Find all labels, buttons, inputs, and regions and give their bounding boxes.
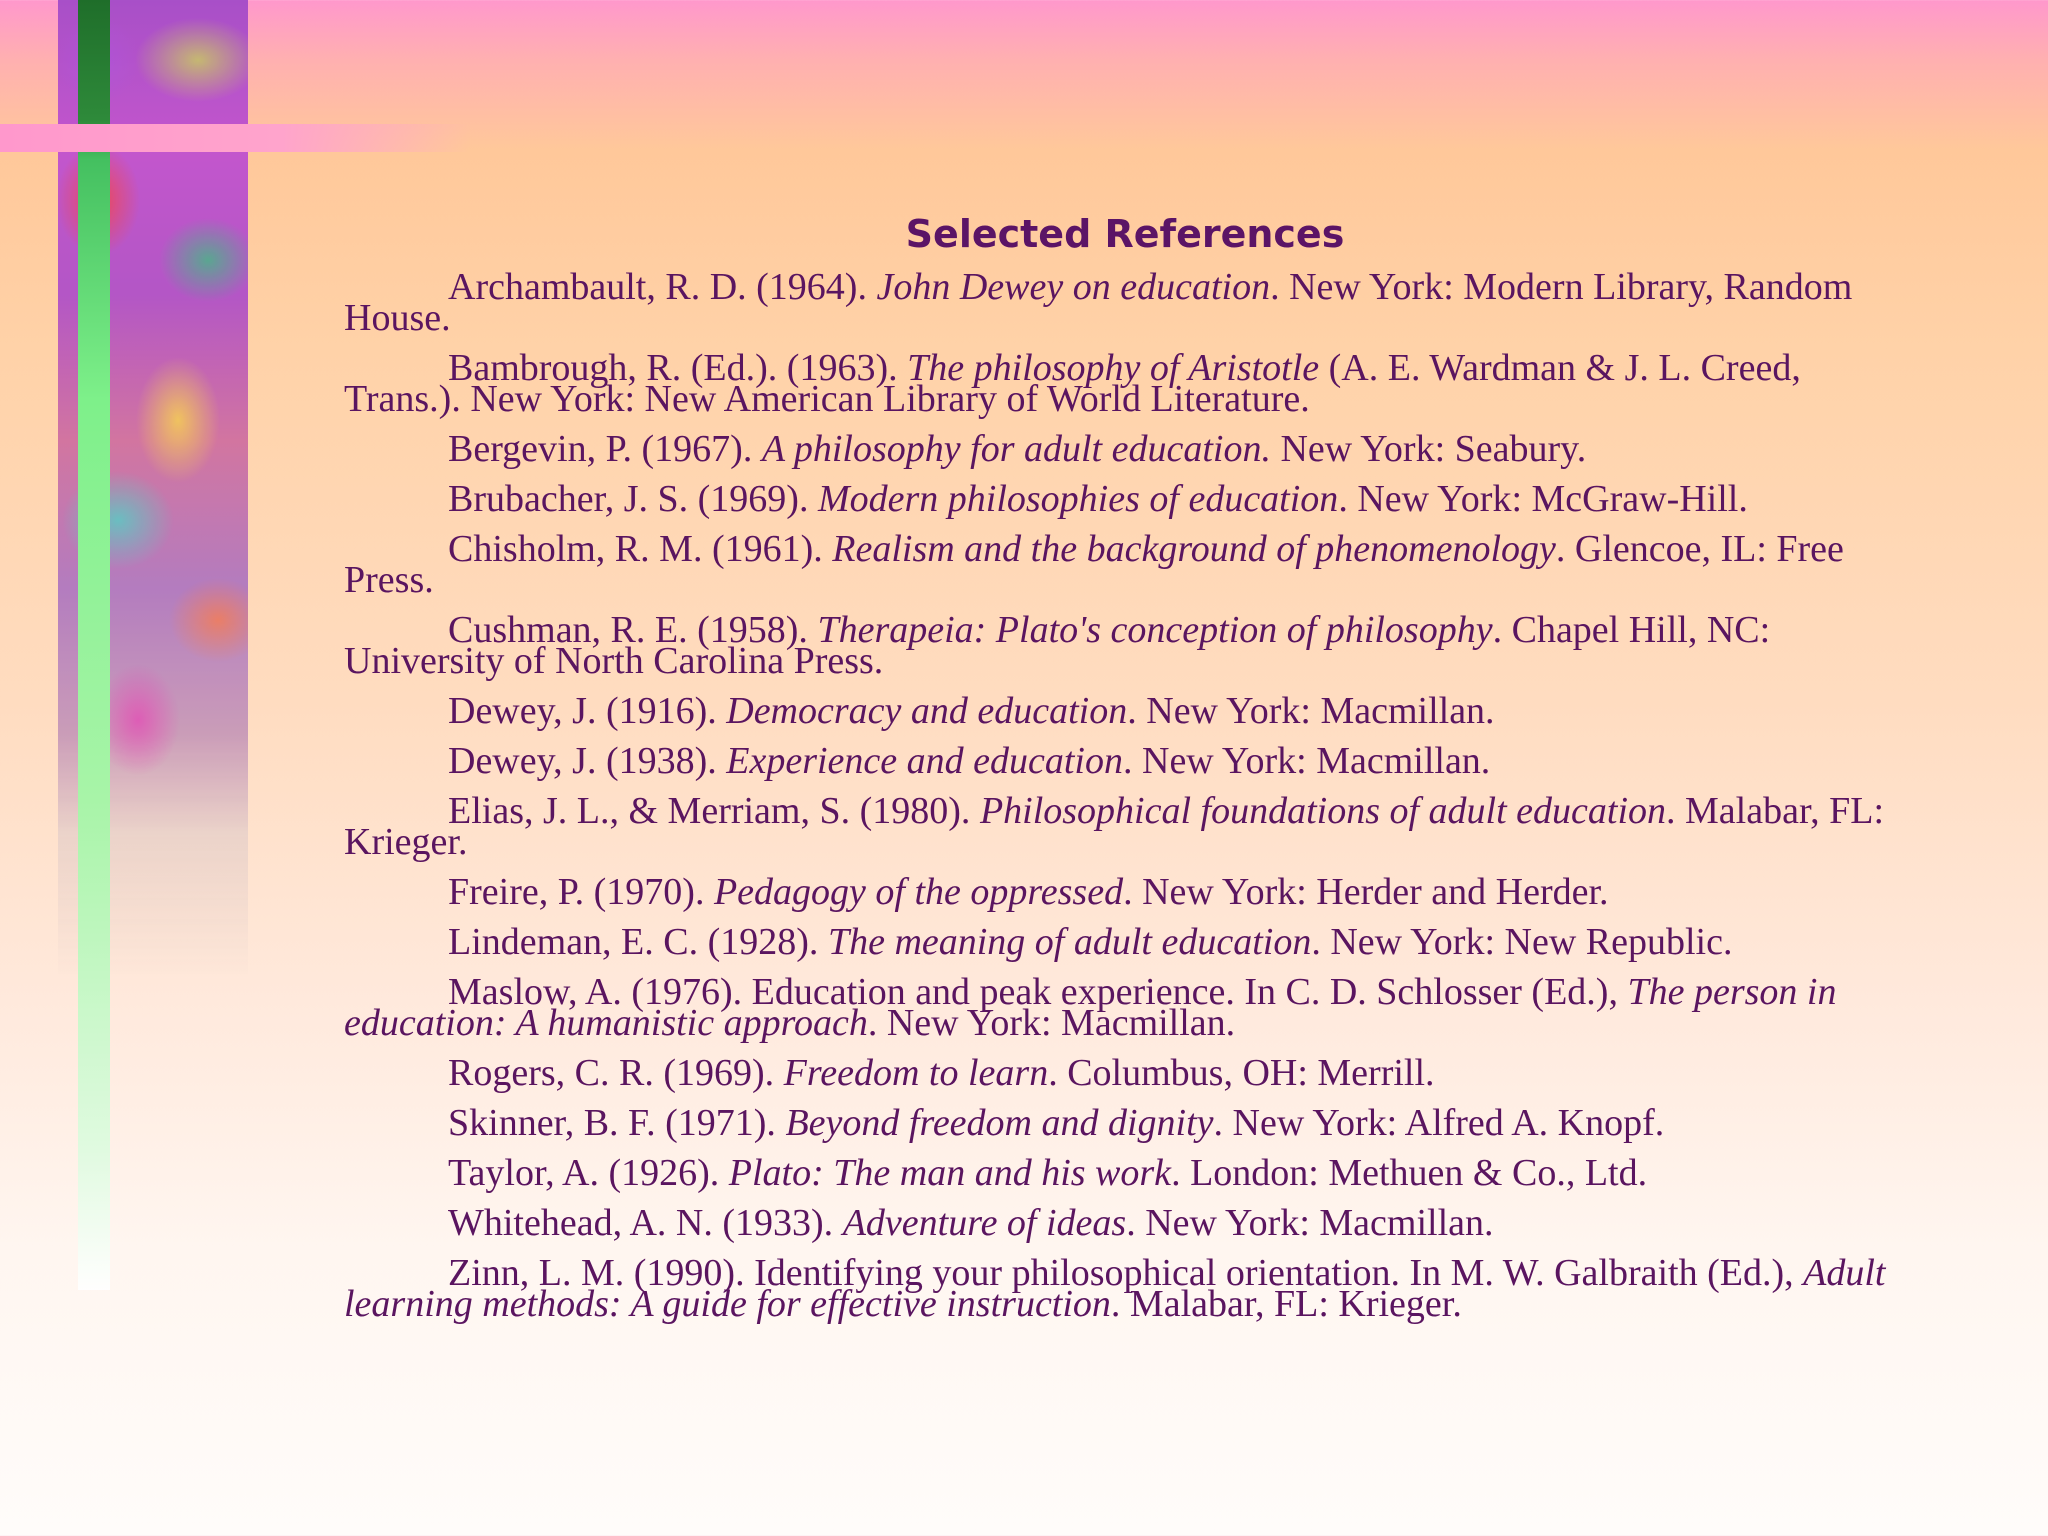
reference-title: Adventure of ideas: [842, 1202, 1127, 1244]
reference-title: Adult learning methods: A guide for effective instruction: [344, 1252, 1886, 1325]
reference-item: [344, 1052, 1924, 1094]
reference-publisher: . New York: Macmillan.: [1123, 740, 1491, 782]
reference-item: [344, 478, 1924, 520]
reference-title: Realism and the background of phenomenology: [832, 528, 1556, 570]
reference-citation: Rogers, C. R. (1969).: [448, 1052, 784, 1094]
reference-publisher: . New York: McGraw-Hill.: [1338, 478, 1748, 520]
reference-citation: Taylor, A. (1926).: [448, 1152, 729, 1194]
decorative-green-bar: [78, 0, 110, 1290]
reference-publisher: . New York: Macmillan.: [1127, 690, 1495, 732]
reference-title: Beyond freedom and dignity: [785, 1102, 1214, 1144]
reference-title: Philosophical foundations of adult education: [979, 790, 1667, 832]
reference-title: Plato: The man and his work: [728, 1152, 1172, 1194]
reference-citation: Brubacher, J. S. (1969).: [448, 478, 818, 520]
reference-title: Therapeia: Plato's conception of philosophy: [817, 609, 1493, 651]
reference-publisher: . New York: Alfred A. Knopf.: [1213, 1102, 1665, 1144]
reference-item: [344, 1202, 1924, 1244]
reference-item: [344, 871, 1924, 913]
reference-citation: Cushman, R. E. (1958).: [448, 609, 818, 651]
reference-item: [344, 971, 1924, 1044]
reference-citation: Skinner, B. F. (1971).: [448, 1102, 786, 1144]
reference-publisher: . Chapel Hill, NC: University of North Carolina Press.: [344, 609, 1771, 682]
reference-title: John Dewey on education: [876, 266, 1271, 308]
reference-item: [344, 347, 1924, 420]
reference-citation: Chisholm, R. M. (1961).: [448, 528, 833, 570]
reference-citation: Bergevin, P. (1967).: [448, 428, 762, 470]
reference-citation: Elias, J. L., & Merriam, S. (1980).: [448, 790, 980, 832]
reference-publisher: . New York: New Republic.: [1311, 921, 1733, 963]
reference-citation: Lindeman, E. C. (1928).: [448, 921, 828, 963]
reference-citation: Zinn, L. M. (1990). Identifying your philosophical orientation. In M. W. Galbraith (Ed.),: [448, 1252, 1804, 1294]
reference-item: [344, 266, 1924, 339]
reference-publisher: . Glencoe, IL: Free Press.: [344, 528, 1844, 601]
reference-item: [344, 609, 1924, 682]
page-title: Selected References: [905, 212, 1345, 256]
reference-title: Experience and education: [726, 740, 1123, 782]
reference-title: Freedom to learn: [783, 1052, 1049, 1094]
reference-item: [344, 528, 1924, 601]
reference-publisher: . New York: Macmillan.: [867, 1002, 1236, 1044]
reference-publisher: . Malabar, FL: Krieger.: [1110, 1283, 1462, 1325]
reference-item: [344, 1252, 1924, 1325]
reference-title: Democracy and education: [726, 690, 1128, 732]
reference-citation: Dewey, J. (1916).: [448, 690, 727, 732]
reference-publisher: . Columbus, OH: Merrill.: [1048, 1052, 1435, 1094]
decorative-pink-band: [0, 124, 470, 152]
reference-title: The person in education: A humanistic approach: [344, 971, 1837, 1044]
reference-item: [344, 921, 1924, 963]
reference-list: [344, 266, 1924, 1339]
reference-item: [344, 790, 1924, 863]
reference-item: [344, 690, 1924, 732]
reference-citation: Dewey, J. (1938).: [448, 740, 727, 782]
reference-publisher: . London: Methuen & Co., Ltd.: [1171, 1152, 1648, 1194]
reference-publisher: (A. E. Wardman & J. L. Creed, Trans.). New York: New American Library of World Literature.: [344, 347, 1801, 420]
reference-citation: Freire, P. (1970).: [448, 871, 714, 913]
reference-publisher: . New York: Herder and Herder.: [1123, 871, 1609, 913]
reference-title: The meaning of adult education: [827, 921, 1312, 963]
reference-title: The philosophy of Aristotle: [907, 347, 1320, 389]
reference-citation: Maslow, A. (1976). Education and peak experience. In C. D. Schlosser (Ed.),: [448, 971, 1628, 1013]
reference-item: [344, 740, 1924, 782]
reference-citation: Whitehead, A. N. (1933).: [448, 1202, 843, 1244]
reference-publisher: . New York: Macmillan.: [1126, 1202, 1494, 1244]
reference-citation: Bambrough, R. (Ed.). (1963).: [448, 347, 908, 389]
reference-item: [344, 1152, 1924, 1194]
reference-publisher: . New York: Modern Library, Random House.: [344, 266, 1853, 339]
reference-item: [344, 1102, 1924, 1144]
reference-publisher: New York: Seabury.: [1270, 428, 1587, 470]
reference-publisher: . Malabar, FL: Krieger.: [344, 790, 1884, 863]
reference-title: Pedagogy of the oppressed: [713, 871, 1124, 913]
reference-citation: Archambault, R. D. (1964).: [448, 266, 877, 308]
reference-title: Modern philosophies of education: [817, 478, 1339, 520]
reference-title: A philosophy for adult education.: [761, 428, 1271, 470]
reference-item: [344, 428, 1924, 470]
